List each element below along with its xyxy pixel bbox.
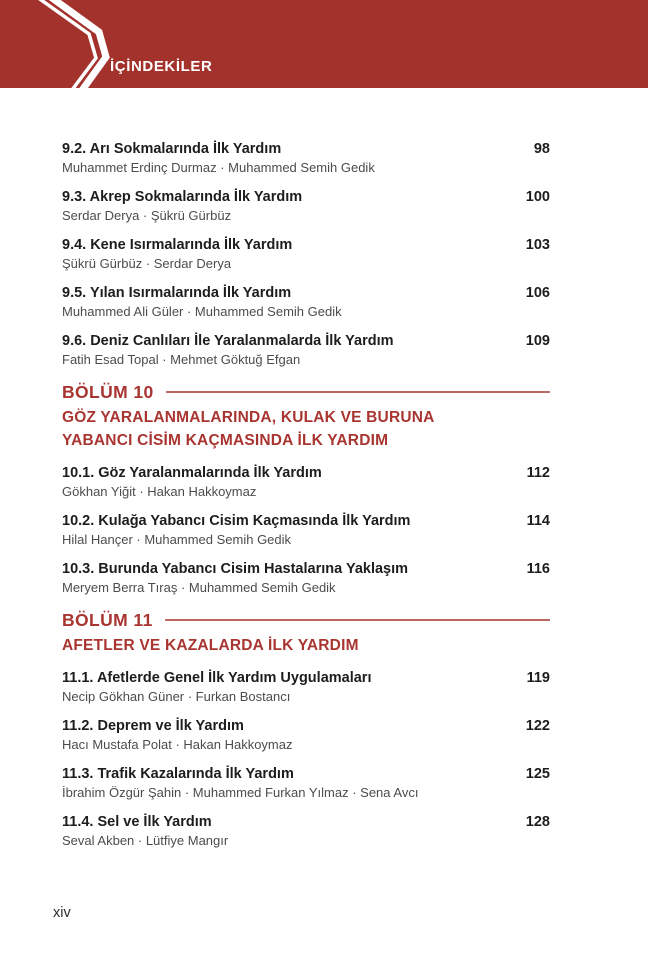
- entry-page: 116: [526, 561, 550, 577]
- entry-title: 11.4. Sel ve İlk Yardım: [62, 814, 212, 830]
- entry-row: [62, 332, 550, 351]
- chapter-title-line: YABANCI CİSİM KAÇMASINDA İLK YARDIM: [62, 432, 389, 449]
- entry-title: 11.2. Deprem ve İlk Yardım: [62, 718, 244, 734]
- chapter-entries: [62, 464, 550, 596]
- chapter-title-line: AFETLER VE KAZALARDA İLK YARDIM: [62, 637, 359, 654]
- entry-row: [62, 464, 550, 483]
- entry-page: 119: [526, 670, 550, 686]
- entry-row: [62, 560, 550, 579]
- page-title: İÇİNDEKİLER: [110, 58, 213, 75]
- entry-page: 100: [525, 189, 550, 205]
- entry-title: 10.3. Burunda Yabancı Cisim Hastalarına Yaklaşım: [62, 561, 409, 577]
- entry-page: 109: [525, 333, 550, 349]
- chapter-rule: [165, 619, 550, 621]
- entry-title: 9.2. Arı Sokmalarında İlk Yardım: [62, 141, 282, 157]
- entry-row: [62, 765, 550, 784]
- chapter-title: [62, 634, 550, 657]
- entry-row: [62, 669, 550, 688]
- chapter-header: [62, 610, 550, 630]
- toc-entry: [62, 560, 550, 596]
- entry-authors: Meryem Berra Tıraş · Muhammed Semih Gedik: [62, 580, 336, 595]
- chapter-header: [62, 382, 550, 402]
- entry-authors: Seval Akben · Lütfiye Mangır: [62, 833, 229, 848]
- entry-row: [62, 236, 550, 255]
- header-banner: [0, 0, 648, 88]
- entry-row: [62, 512, 550, 531]
- entry-page: 112: [526, 465, 550, 481]
- toc-entry: [62, 332, 550, 368]
- page-number-footer: xiv: [53, 905, 71, 921]
- entry-page: 103: [525, 237, 550, 253]
- toc-entry: [62, 669, 550, 705]
- entry-authors: İbrahim Özgür Şahin · Muhammed Furkan Yılmaz · Sena Avcı: [62, 785, 419, 800]
- entry-page: 106: [525, 285, 550, 301]
- toc-entry: [62, 188, 550, 224]
- chapter-label: BÖLÜM 10: [62, 382, 154, 402]
- toc-entry: [62, 717, 550, 753]
- toc-entry: [62, 140, 550, 176]
- entry-title: 9.4. Kene Isırmalarında İlk Yardım: [62, 237, 293, 253]
- entry-authors: Serdar Derya · Şükrü Gürbüz: [62, 208, 232, 223]
- toc-entry: [62, 512, 550, 548]
- entry-title: 11.1. Afetlerde Genel İlk Yardım Uygulamaları: [62, 670, 372, 686]
- entry-row: [62, 188, 550, 207]
- chapter-rule: [166, 391, 550, 393]
- entry-title: 9.6. Deniz Canlıları İle Yaralanmalarda İlk Yardım: [62, 333, 394, 349]
- entry-authors: Fatih Esad Topal · Mehmet Göktuğ Efgan: [62, 352, 301, 367]
- entry-page: 98: [533, 141, 550, 157]
- entry-authors: Gökhan Yiğit · Hakan Hakkoymaz: [62, 484, 257, 499]
- entry-page: 128: [525, 814, 550, 830]
- toc-entry: [62, 765, 550, 801]
- entry-row: [62, 140, 550, 159]
- entry-row: [62, 813, 550, 832]
- chapter-section: [62, 610, 550, 849]
- chapter-entries: [62, 669, 550, 849]
- entry-authors: Hacı Mustafa Polat · Hakan Hakkoymaz: [62, 737, 293, 752]
- toc-sections: [62, 140, 550, 849]
- entry-title: 10.1. Göz Yaralanmalarında İlk Yardım: [62, 465, 322, 481]
- chapter-title-line: GÖZ YARALANMALARINDA, KULAK VE BURUNA: [62, 409, 435, 426]
- entry-title: 9.3. Akrep Sokmalarında İlk Yardım: [62, 189, 303, 205]
- entry-page: 122: [525, 718, 550, 734]
- entry-authors: Muhammed Ali Güler · Muhammed Semih Gedik: [62, 304, 342, 319]
- entry-row: [62, 284, 550, 303]
- toc-entry: [62, 284, 550, 320]
- toc-entry: [62, 813, 550, 849]
- entry-title: 11.3. Trafik Kazalarında İlk Yardım: [62, 766, 294, 782]
- chapter-label: BÖLÜM 11: [62, 610, 153, 630]
- chapter-title: [62, 406, 550, 452]
- entries-section: [62, 140, 550, 368]
- entry-authors: Necip Gökhan Güner · Furkan Bostancı: [62, 689, 291, 704]
- entry-title: 10.2. Kulağa Yabancı Cisim Kaçmasında İlk Yardım: [62, 513, 411, 529]
- entry-title: 9.5. Yılan Isırmalarında İlk Yardım: [62, 285, 292, 301]
- entry-page: 114: [526, 513, 550, 529]
- chapter-section: [62, 382, 550, 596]
- entry-authors: Hilal Hançer · Muhammed Semih Gedik: [62, 532, 292, 547]
- entry-page: 125: [525, 766, 550, 782]
- toc-entry: [62, 236, 550, 272]
- toc-entry: [62, 464, 550, 500]
- entry-authors: Muhammet Erdinç Durmaz · Muhammed Semih Gedik: [62, 160, 375, 175]
- entry-row: [62, 717, 550, 736]
- entry-authors: Şükrü Gürbüz · Serdar Derya: [62, 256, 232, 271]
